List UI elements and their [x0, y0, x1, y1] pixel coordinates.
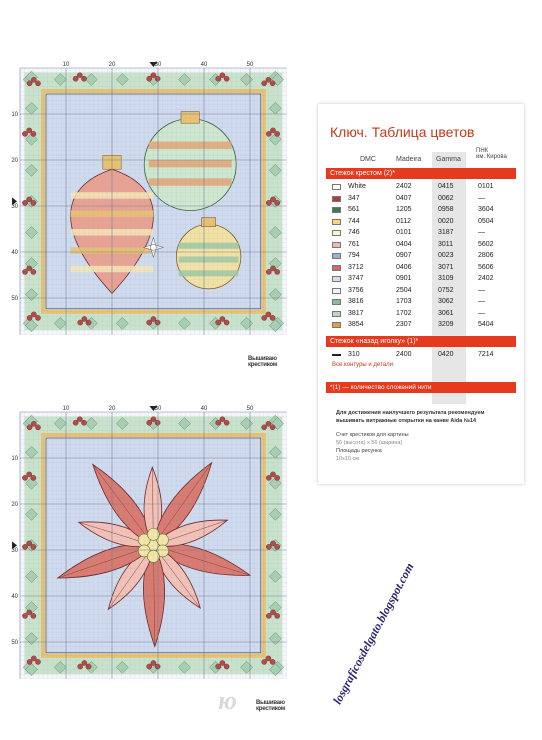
- key-row: [318, 286, 524, 296]
- row-gamma: 3011: [438, 240, 454, 248]
- axis-top-label: 40: [200, 406, 208, 412]
- row-madeira: 0404: [396, 240, 412, 248]
- row-gamma: 3061: [438, 309, 454, 317]
- berry-mark: [262, 315, 267, 320]
- row-madeira: 0112: [396, 217, 412, 225]
- row-pnk: 0504: [478, 217, 494, 225]
- berry-mark: [147, 76, 152, 81]
- color-swatch: [332, 207, 341, 213]
- key-title: Ключ. Таблица цветов: [330, 124, 475, 140]
- berry-mark: [31, 200, 36, 205]
- berry-mark: [262, 659, 267, 664]
- key-row: [318, 320, 524, 330]
- row-pnk: 5602: [478, 240, 494, 248]
- row-dmc: 3747: [348, 275, 364, 282]
- key-row: [318, 194, 524, 204]
- color-swatch: [332, 288, 341, 294]
- color-swatch: [332, 253, 341, 259]
- header-gamma: Gamma: [436, 156, 461, 163]
- color-swatch: [332, 184, 341, 190]
- row-dmc: White: [348, 183, 366, 190]
- key-row: [318, 182, 524, 192]
- berry-mark: [27, 659, 32, 664]
- berry-mark: [275, 269, 280, 274]
- berry-mark: [86, 664, 91, 669]
- color-swatch: [332, 322, 341, 328]
- row-dmc: 3817: [348, 309, 364, 317]
- key-row: [318, 297, 524, 307]
- axis-left-label: 30: [11, 204, 18, 210]
- berry-mark: [270, 659, 275, 664]
- row-gamma: 3187: [438, 229, 454, 236]
- color-swatch: [332, 276, 341, 282]
- info-line-2: вышивать витражные открытки на канве Aida №14: [336, 418, 477, 424]
- berry-mark: [266, 131, 271, 136]
- header-pnk-line-1: ПНК: [476, 148, 489, 154]
- poinsettia-chart-svg: [6, 402, 302, 704]
- row-pnk: —: [478, 298, 485, 305]
- berry-mark: [27, 315, 32, 320]
- axis-top-label: 20: [108, 406, 116, 412]
- axis-left-label: 30: [11, 548, 18, 554]
- row-pnk: 2806: [478, 252, 494, 259]
- row-gamma: 0023: [438, 252, 454, 259]
- row-dmc: 347: [348, 194, 360, 202]
- berry-mark: [270, 81, 275, 86]
- berry-mark: [27, 425, 32, 430]
- brand-line-1: Вышиваю: [248, 356, 277, 362]
- row-pnk: —: [478, 286, 485, 294]
- row-madeira: 1703: [396, 298, 412, 305]
- faint-logo: ю: [218, 686, 237, 715]
- berry-mark: [22, 613, 27, 618]
- row-pnk: 3604: [478, 206, 494, 213]
- backstitch-line-symbol: [332, 354, 341, 356]
- header-dmc: DMC: [360, 156, 376, 163]
- berry-mark: [155, 320, 160, 325]
- row-pnk: 0101: [478, 183, 494, 190]
- berry-mark: [224, 320, 229, 325]
- berry-mark: [275, 613, 280, 618]
- axis-left-label: 40: [11, 594, 18, 600]
- ornaments-chart: [6, 58, 302, 360]
- berry-mark: [224, 664, 229, 669]
- row-gamma: 0062: [438, 194, 454, 202]
- color-swatch: [332, 230, 341, 236]
- row-madeira: 0901: [396, 275, 412, 282]
- row-dmc: 761: [348, 240, 360, 248]
- berry-mark: [224, 76, 229, 81]
- section-cross-stitch: Стежок крестом (2)*: [326, 168, 516, 179]
- blog-watermark: losgraficosdelgato.blogspot.com: [330, 560, 417, 707]
- row-dmc: 3854: [348, 321, 364, 328]
- axis-left-label: 20: [11, 502, 18, 508]
- row-gamma: 3071: [438, 263, 454, 271]
- berry-mark: [270, 315, 275, 320]
- section-backstitch: Стежок «назад иголку» (1)*: [326, 336, 516, 347]
- row-dmc: 3712: [348, 263, 364, 271]
- color-swatch: [332, 242, 341, 248]
- axis-top-label: 30: [154, 406, 162, 412]
- row-gamma: 0020: [438, 217, 454, 225]
- axis-top-label: 50: [246, 406, 254, 412]
- berry-mark: [31, 544, 36, 549]
- key-row: [318, 309, 524, 319]
- row-madeira: 0101: [396, 229, 412, 236]
- berry-mark: [266, 544, 271, 549]
- axis-top-label: 10: [62, 62, 70, 68]
- row-madeira: 2504: [396, 286, 412, 294]
- berry-mark: [73, 76, 78, 81]
- backstitch-pnk: 7214: [478, 351, 494, 358]
- row-gamma: 0415: [438, 183, 454, 190]
- berry-mark: [155, 76, 160, 81]
- berry-mark: [147, 420, 152, 425]
- key-row: [318, 240, 524, 250]
- axis-top-label: 20: [108, 62, 116, 68]
- row-dmc: 746: [348, 229, 360, 236]
- row-pnk: 5606: [478, 263, 494, 271]
- color-swatch: [332, 265, 341, 271]
- row-dmc: 3756: [348, 286, 364, 294]
- key-row: [318, 205, 524, 215]
- berry-mark: [31, 475, 36, 480]
- berry-mark: [22, 269, 27, 274]
- color-swatch: [332, 219, 341, 225]
- row-madeira: 2307: [396, 321, 412, 328]
- ornaments-chart-svg: [6, 58, 302, 360]
- row-pnk: 5404: [478, 321, 494, 328]
- brand-line-2: крестиком: [256, 706, 286, 712]
- color-swatch: [332, 196, 341, 202]
- header-madeira: Madeira: [396, 156, 422, 163]
- berry-mark: [216, 320, 221, 325]
- axis-left-label: 10: [11, 112, 18, 118]
- color-key-panel: [318, 104, 524, 484]
- berry-mark: [266, 475, 271, 480]
- color-swatch: [332, 311, 341, 317]
- berry-mark: [275, 200, 280, 205]
- size-label: Счет крестиков для картины: [336, 432, 409, 438]
- row-gamma: 3109: [438, 275, 454, 282]
- row-dmc: 3816: [348, 298, 364, 305]
- berry-mark: [155, 664, 160, 669]
- brand-line-2: крестиком: [248, 362, 278, 368]
- berry-mark: [275, 544, 280, 549]
- row-pnk: 2402: [478, 275, 494, 282]
- key-row: [318, 217, 524, 227]
- row-gamma: 3209: [438, 321, 454, 328]
- berry-mark: [35, 425, 40, 430]
- backstitch-note: Все контуры и детали: [332, 362, 393, 368]
- berry-mark: [275, 131, 280, 136]
- key-row: [318, 274, 524, 284]
- berry-mark: [216, 420, 221, 425]
- row-pnk: —: [478, 309, 485, 317]
- berry-mark: [270, 425, 275, 430]
- key-row: [318, 228, 524, 238]
- berry-mark: [31, 131, 36, 136]
- berry-mark: [78, 664, 83, 669]
- berry-mark: [78, 320, 83, 325]
- backstitch-dmc: 310: [348, 351, 360, 358]
- berry-mark: [216, 76, 221, 81]
- berry-mark: [275, 475, 280, 480]
- chart-brand-label: [256, 700, 285, 712]
- chart-brand-label: [248, 356, 277, 368]
- footnote-bar: *(1) — количество сложений нити: [326, 382, 516, 393]
- row-dmc: 561: [348, 206, 360, 213]
- row-gamma: 0958: [438, 206, 454, 213]
- berry-mark: [22, 475, 27, 480]
- backstitch-madeira: 2400: [396, 351, 412, 358]
- axis-top-label: 10: [62, 406, 70, 412]
- axis-top-label: 30: [154, 62, 162, 68]
- key-row: [318, 263, 524, 273]
- row-gamma: 0752: [438, 286, 454, 294]
- row-madeira: 2402: [396, 183, 412, 190]
- berry-mark: [266, 613, 271, 618]
- berry-mark: [147, 320, 152, 325]
- berry-mark: [35, 659, 40, 664]
- row-dmc: 744: [348, 217, 360, 225]
- info-line-1: Для достижения наилучшего результата рекомендуем: [336, 410, 485, 416]
- berry-mark: [22, 200, 27, 205]
- berry-mark: [147, 664, 152, 669]
- backstitch-row: [318, 350, 524, 360]
- berry-mark: [262, 81, 267, 86]
- row-madeira: 0407: [396, 194, 412, 202]
- berry-mark: [22, 544, 27, 549]
- row-madeira: 0907: [396, 252, 412, 259]
- row-madeira: 1702: [396, 309, 412, 317]
- axis-left-label: 40: [11, 250, 18, 256]
- berry-mark: [266, 200, 271, 205]
- row-gamma: 3062: [438, 298, 454, 305]
- row-madeira: 1205: [396, 206, 412, 213]
- berry-mark: [216, 664, 221, 669]
- berry-mark: [262, 425, 267, 430]
- axis-left-label: 20: [11, 158, 18, 164]
- header-pnk-line-2: им. Кирова: [476, 154, 507, 160]
- berry-mark: [81, 76, 86, 81]
- size-value: 56 (высота) x 56 (ширина): [336, 440, 403, 446]
- berry-mark: [73, 420, 78, 425]
- berry-mark: [35, 315, 40, 320]
- axis-top-label: 40: [200, 62, 208, 68]
- berry-mark: [224, 420, 229, 425]
- berry-mark: [86, 320, 91, 325]
- berry-mark: [31, 613, 36, 618]
- area-label: Площадь рисунка: [336, 448, 382, 454]
- axis-top-label: 50: [246, 62, 254, 68]
- row-pnk: —: [478, 229, 485, 236]
- berry-mark: [22, 131, 27, 136]
- berry-mark: [27, 81, 32, 86]
- key-row: [318, 251, 524, 261]
- berry-mark: [81, 420, 86, 425]
- axis-left-label: 50: [11, 296, 18, 302]
- berry-mark: [155, 420, 160, 425]
- poinsettia-chart: [6, 402, 302, 704]
- color-swatch: [332, 299, 341, 305]
- berry-mark: [35, 81, 40, 86]
- axis-left-label: 50: [11, 640, 18, 646]
- row-dmc: 794: [348, 252, 360, 259]
- header-pnk: [476, 148, 507, 160]
- backstitch-gamma: 0420: [438, 351, 454, 358]
- brand-line-1: Вышиваю: [256, 700, 285, 706]
- area-value: 10x10 см: [336, 456, 360, 462]
- berry-mark: [266, 269, 271, 274]
- row-pnk: —: [478, 194, 485, 202]
- berry-mark: [31, 269, 36, 274]
- axis-left-label: 10: [11, 456, 18, 462]
- row-madeira: 0406: [396, 263, 412, 271]
